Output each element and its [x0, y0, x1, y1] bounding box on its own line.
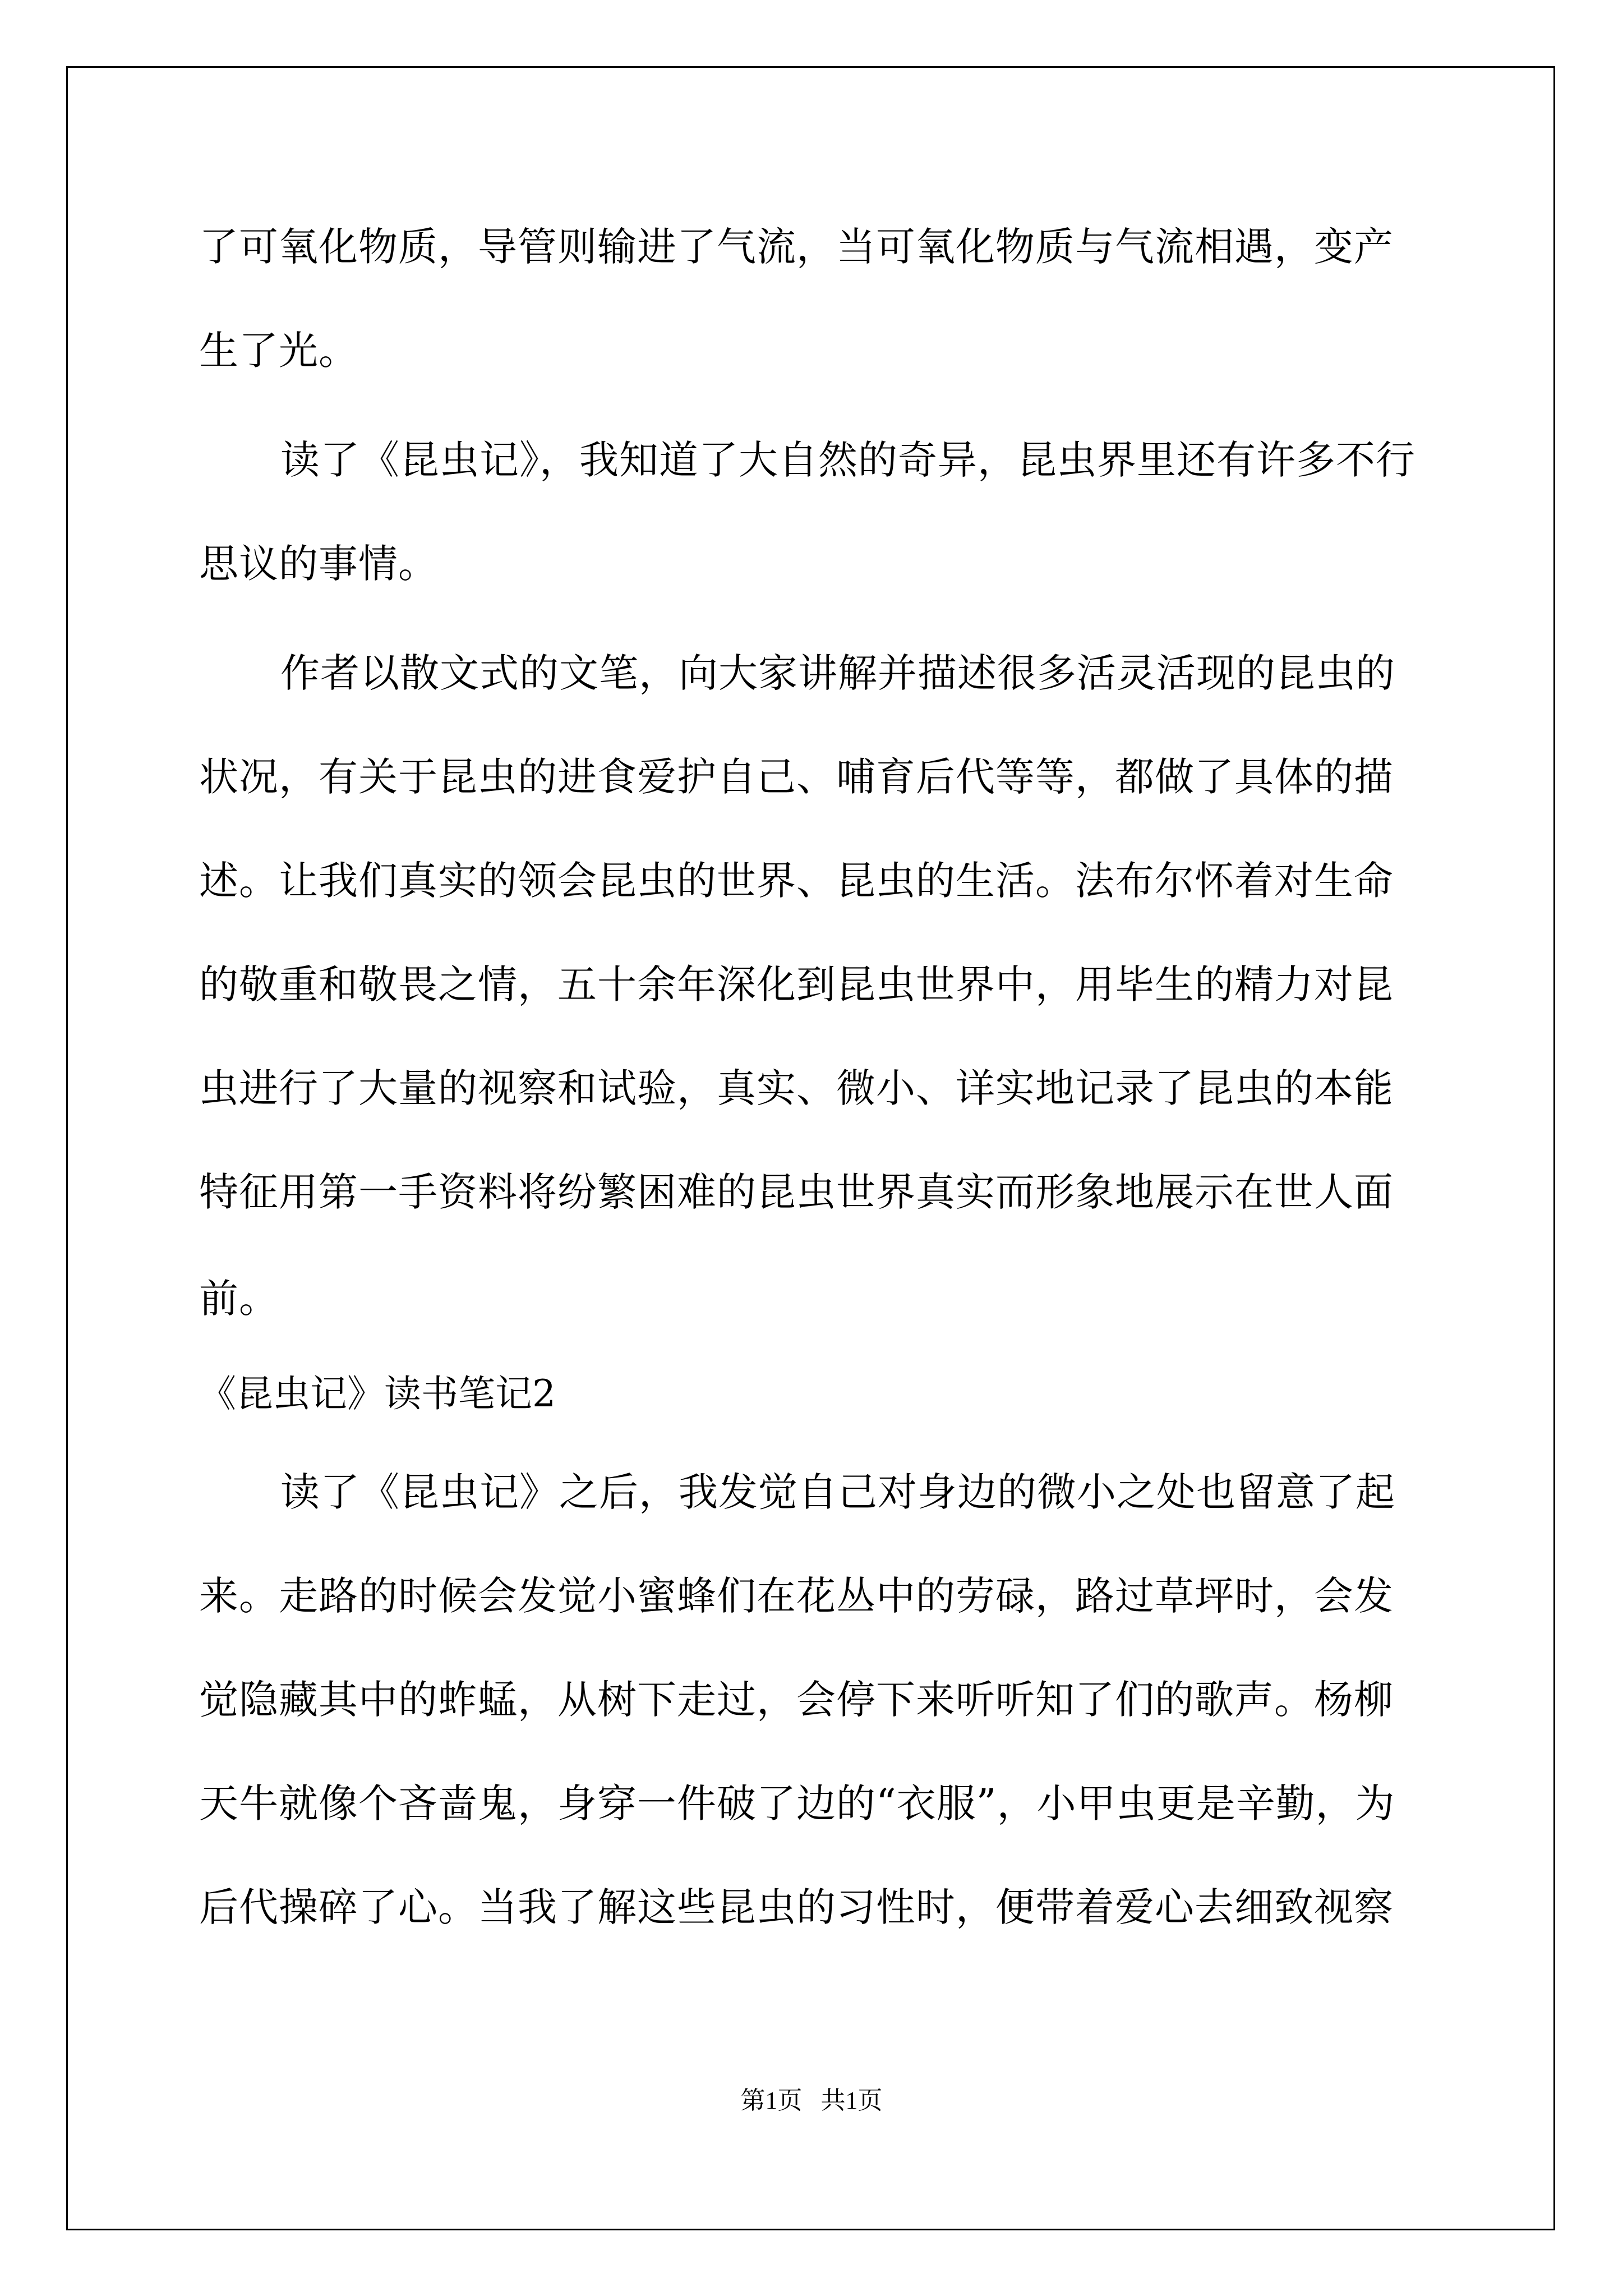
- paragraph-line: 读了《昆虫记》之后，我发觉自己对身边的微小之处也留意了起: [280, 1469, 1395, 1515]
- paragraph-line: 天牛就像个吝啬鬼，身穿一件破了边的“衣服”，小甲虫更是辛勤，为: [199, 1780, 1395, 1826]
- paragraph-line: 前。: [199, 1276, 279, 1322]
- paragraph-line: 觉隐藏其中的蚱蜢，从树下走过，会停下来听听知了们的歌声。杨柳: [199, 1677, 1394, 1723]
- page-number-footer: 第1页 共1页: [740, 2087, 883, 2114]
- paragraph-line: 作者以散文式的文笔，向大家讲解并描述很多活灵活现的昆虫的: [280, 650, 1395, 696]
- paragraph-line: 来。走路的时候会发觉小蜜蜂们在花丛中的劳碌，路过草坪时，会发: [199, 1573, 1394, 1619]
- section-heading: 《昆虫记》读书笔记2: [199, 1372, 556, 1415]
- paragraph-line: 的敬重和敬畏之情，五十余年深化到昆虫世界中，用毕生的精力对昆: [199, 961, 1394, 1007]
- paragraph-line: 读了《昆虫记》，我知道了大自然的奇异，昆虫界里还有许多不行: [280, 437, 1415, 483]
- paragraph-line: 生了光。: [199, 328, 358, 374]
- paragraph-line: 特征用第一手资料将纷繁困难的昆虫世界真实而形象地展示在世人面: [199, 1169, 1394, 1215]
- paragraph-line: 状况，有关于昆虫的进食爱护自己、哺育后代等等，都做了具体的描: [199, 754, 1394, 800]
- paragraph-line: 虫进行了大量的视察和试验，真实、微小、详实地记录了昆虫的本能: [199, 1065, 1394, 1111]
- paragraph-line: 思议的事情。: [199, 541, 438, 587]
- paragraph-line: 后代操碎了心。当我了解这些昆虫的习性时，便带着爱心去细致视察: [199, 1884, 1394, 1930]
- paragraph-line: 述。让我们真实的领会昆虫的世界、昆虫的生活。法布尔怀着对生命: [199, 858, 1394, 904]
- paragraph-line: 了可氧化物质，导管则输进了气流，当可氧化物质与气流相遇，变产: [199, 224, 1394, 270]
